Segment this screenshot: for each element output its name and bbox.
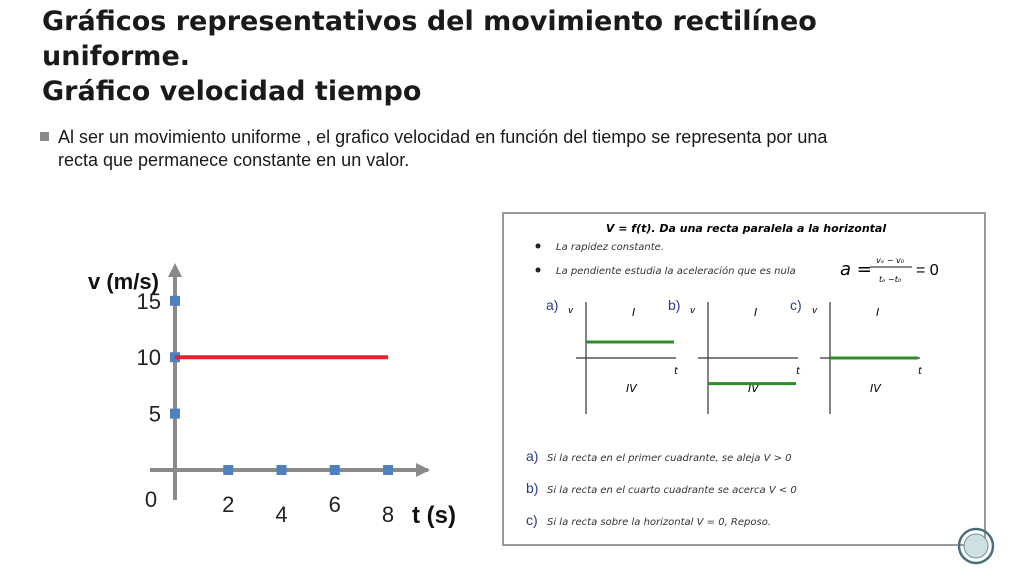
mini-graph <box>546 297 679 414</box>
bullet-text: Al ser un movimiento uniforme , el grafico velocidad en función del tiempo se representa por una recta que permanece constante en un valor. <box>58 127 828 170</box>
quadrant-label: IV <box>626 382 637 395</box>
reference-box <box>502 212 986 546</box>
y-tick-label: 15 <box>136 288 161 314</box>
x-axis-label: t (s) <box>412 502 456 529</box>
origin-label: 0 <box>144 487 158 512</box>
square-bullet-icon <box>40 132 49 141</box>
graph-letter: c) <box>790 297 802 313</box>
graph-t-label: t <box>674 366 678 377</box>
note-letter: c) <box>526 512 538 528</box>
graph-v-label: v <box>812 306 818 316</box>
x-tick-marker <box>383 465 393 475</box>
formula-lhs: a = <box>840 259 872 280</box>
bullet-icon <box>536 244 541 249</box>
x-tick-marker <box>330 465 340 475</box>
x-tick-label: 6 <box>328 492 341 517</box>
quadrant-label: IV <box>748 382 759 395</box>
note-letter: a) <box>526 448 539 464</box>
x-tick-label: 4 <box>275 502 288 527</box>
mini-graph <box>668 297 801 414</box>
bullet-item <box>40 126 840 172</box>
note-text: Si la recta en el primer cuadrante, se aleja V > 0 <box>547 453 792 464</box>
graph-letter: a) <box>546 297 559 313</box>
graph-v-label: v <box>690 306 696 316</box>
graph-t-label: t <box>918 366 922 377</box>
formula-denominator: tₑ −t₀ <box>878 275 902 284</box>
y-tick-label: 5 <box>148 401 161 427</box>
y-tick-marker <box>170 409 180 419</box>
title-line: Gráficos representativos del movimiento rectilíneo <box>42 6 817 37</box>
x-axis-arrow-icon <box>416 463 430 477</box>
quadrant-label: I <box>632 306 636 319</box>
y-tick-marker <box>170 296 180 306</box>
x-tick-label: 2 <box>222 492 235 517</box>
page-title <box>42 4 1002 109</box>
decorative-circle-icon <box>956 526 996 566</box>
y-axis-label: v (m/s) <box>88 269 159 294</box>
formula-numerator: vₑ − v₀ <box>876 256 904 265</box>
graph-v-label: v <box>568 306 574 316</box>
x-tick-marker <box>223 465 233 475</box>
reference-point: La pendiente estudia la aceleración que es nula <box>556 266 796 277</box>
quadrant-label: I <box>754 306 758 319</box>
bullet-icon <box>536 268 541 273</box>
note-text: Si la recta sobre la horizontal V = 0, Reposo. <box>547 517 772 528</box>
x-tick-label: 8 <box>381 502 395 527</box>
note-letter: b) <box>526 480 539 496</box>
reference-point: La rapidez constante. <box>556 242 664 253</box>
graph-letter: b) <box>668 297 681 313</box>
graph-t-label: t <box>796 366 800 377</box>
mini-graph <box>790 297 923 414</box>
reference-heading: V = f(t). Da una recta paralela a la horizontal <box>605 222 887 235</box>
velocity-time-chart <box>80 255 480 545</box>
formula-rhs: = 0 <box>916 262 939 279</box>
title-line: Gráfico velocidad tiempo <box>42 76 422 107</box>
x-tick-marker <box>277 465 287 475</box>
note-text: Si la recta en el cuarto cuadrante se acerca V < 0 <box>547 485 797 496</box>
reference-figure <box>504 214 988 548</box>
y-tick-label: 10 <box>136 345 161 371</box>
y-axis-arrow-icon <box>168 263 182 277</box>
quadrant-label: IV <box>870 382 881 395</box>
quadrant-label: I <box>876 306 880 319</box>
title-line: uniforme. <box>42 41 191 72</box>
